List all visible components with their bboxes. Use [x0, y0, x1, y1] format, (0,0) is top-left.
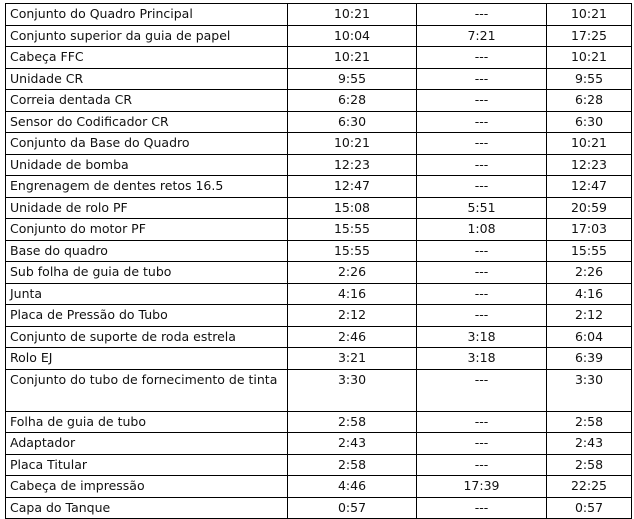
- time-a-cell: 2:46: [288, 326, 417, 348]
- part-name-cell: Cabeça de impressão: [6, 476, 288, 498]
- part-name-cell: Placa de Pressão do Tubo: [6, 305, 288, 327]
- part-name-cell: Conjunto da Base do Quadro: [6, 133, 288, 155]
- total-time-cell: 10:21: [547, 4, 632, 26]
- total-time-cell: 15:55: [547, 240, 632, 262]
- time-a-cell: 10:21: [288, 133, 417, 155]
- time-b-cell: ---: [417, 433, 547, 455]
- time-b-cell: 5:51: [417, 197, 547, 219]
- table-row: [6, 369, 632, 411]
- time-a-cell: 15:08: [288, 197, 417, 219]
- time-b-cell: ---: [417, 283, 547, 305]
- part-name-cell: Base do quadro: [6, 240, 288, 262]
- total-time-cell: 2:43: [547, 433, 632, 455]
- total-time-cell: 2:58: [547, 411, 632, 433]
- time-b-cell: ---: [417, 305, 547, 327]
- table-row: [6, 326, 632, 348]
- time-b-cell: 3:18: [417, 326, 547, 348]
- total-time-cell: 3:30: [547, 369, 632, 411]
- table-row: [6, 219, 632, 241]
- table-row: [6, 262, 632, 284]
- table-row: [6, 454, 632, 476]
- total-time-cell: 2:26: [547, 262, 632, 284]
- time-b-cell: ---: [417, 262, 547, 284]
- part-name-cell: Rolo EJ: [6, 348, 288, 370]
- total-time-cell: 2:12: [547, 305, 632, 327]
- table-row: [6, 197, 632, 219]
- time-a-cell: 3:30: [288, 369, 417, 411]
- total-time-cell: 20:59: [547, 197, 632, 219]
- time-b-cell: ---: [417, 454, 547, 476]
- table-row: [6, 111, 632, 133]
- time-a-cell: 4:16: [288, 283, 417, 305]
- time-b-cell: ---: [417, 497, 547, 519]
- time-a-cell: 4:46: [288, 476, 417, 498]
- time-b-cell: ---: [417, 133, 547, 155]
- part-name-cell: Engrenagem de dentes retos 16.5: [6, 176, 288, 198]
- time-b-cell: ---: [417, 111, 547, 133]
- table-row: [6, 90, 632, 112]
- total-time-cell: 6:04: [547, 326, 632, 348]
- part-name-cell: Conjunto do Quadro Principal: [6, 4, 288, 26]
- total-time-cell: 10:21: [547, 47, 632, 69]
- table-row: [6, 47, 632, 69]
- total-time-cell: 22:25: [547, 476, 632, 498]
- time-a-cell: 12:23: [288, 154, 417, 176]
- time-a-cell: 15:55: [288, 240, 417, 262]
- time-b-cell: ---: [417, 176, 547, 198]
- time-a-cell: 12:47: [288, 176, 417, 198]
- total-time-cell: 6:28: [547, 90, 632, 112]
- time-b-cell: 1:08: [417, 219, 547, 241]
- table-row: [6, 497, 632, 519]
- total-time-cell: 0:57: [547, 497, 632, 519]
- time-a-cell: 15:55: [288, 219, 417, 241]
- part-name-cell: Conjunto do tubo de fornecimento de tinta: [6, 369, 288, 411]
- part-name-cell: Conjunto superior da guia de papel: [6, 25, 288, 47]
- table-row: [6, 305, 632, 327]
- table-row: [6, 133, 632, 155]
- table-row: [6, 4, 632, 26]
- total-time-cell: 12:23: [547, 154, 632, 176]
- time-a-cell: 2:58: [288, 411, 417, 433]
- time-a-cell: 2:43: [288, 433, 417, 455]
- total-time-cell: 17:03: [547, 219, 632, 241]
- time-a-cell: 10:21: [288, 4, 417, 26]
- total-time-cell: 2:58: [547, 454, 632, 476]
- part-name-cell: Capa do Tanque: [6, 497, 288, 519]
- time-a-cell: 6:28: [288, 90, 417, 112]
- part-name-cell: Unidade CR: [6, 68, 288, 90]
- table-row: [6, 348, 632, 370]
- table-row: [6, 283, 632, 305]
- part-name-cell: Correia dentada CR: [6, 90, 288, 112]
- time-b-cell: ---: [417, 369, 547, 411]
- part-name-cell: Sensor do Codificador CR: [6, 111, 288, 133]
- time-a-cell: 10:21: [288, 47, 417, 69]
- table-row: [6, 240, 632, 262]
- part-name-cell: Unidade de rolo PF: [6, 197, 288, 219]
- time-a-cell: 9:55: [288, 68, 417, 90]
- table-row: [6, 433, 632, 455]
- time-b-cell: ---: [417, 240, 547, 262]
- part-name-cell: Adaptador: [6, 433, 288, 455]
- time-b-cell: 3:18: [417, 348, 547, 370]
- time-b-cell: ---: [417, 4, 547, 26]
- time-b-cell: ---: [417, 68, 547, 90]
- time-b-cell: ---: [417, 411, 547, 433]
- time-b-cell: 7:21: [417, 25, 547, 47]
- time-a-cell: 6:30: [288, 111, 417, 133]
- part-name-cell: Junta: [6, 283, 288, 305]
- time-a-cell: 0:57: [288, 497, 417, 519]
- part-name-cell: Conjunto de suporte de roda estrela: [6, 326, 288, 348]
- total-time-cell: 6:30: [547, 111, 632, 133]
- table-row: [6, 176, 632, 198]
- part-name-cell: Folha de guia de tubo: [6, 411, 288, 433]
- table-row: [6, 25, 632, 47]
- part-name-cell: Sub folha de guia de tubo: [6, 262, 288, 284]
- time-a-cell: 10:04: [288, 25, 417, 47]
- total-time-cell: 4:16: [547, 283, 632, 305]
- total-time-cell: 10:21: [547, 133, 632, 155]
- total-time-cell: 9:55: [547, 68, 632, 90]
- part-name-cell: Placa Titular: [6, 454, 288, 476]
- total-time-cell: 12:47: [547, 176, 632, 198]
- time-b-cell: ---: [417, 90, 547, 112]
- table-row: [6, 154, 632, 176]
- time-a-cell: 2:58: [288, 454, 417, 476]
- time-b-cell: ---: [417, 154, 547, 176]
- time-a-cell: 2:12: [288, 305, 417, 327]
- time-a-cell: 2:26: [288, 262, 417, 284]
- part-name-cell: Cabeça FFC: [6, 47, 288, 69]
- time-a-cell: 3:21: [288, 348, 417, 370]
- part-name-cell: Conjunto do motor PF: [6, 219, 288, 241]
- total-time-cell: 17:25: [547, 25, 632, 47]
- table-row: [6, 476, 632, 498]
- parts-time-table: [5, 3, 632, 519]
- total-time-cell: 6:39: [547, 348, 632, 370]
- table-row: [6, 411, 632, 433]
- table-body: [6, 4, 632, 519]
- table-row: [6, 68, 632, 90]
- part-name-cell: Unidade de bomba: [6, 154, 288, 176]
- time-b-cell: 17:39: [417, 476, 547, 498]
- time-b-cell: ---: [417, 47, 547, 69]
